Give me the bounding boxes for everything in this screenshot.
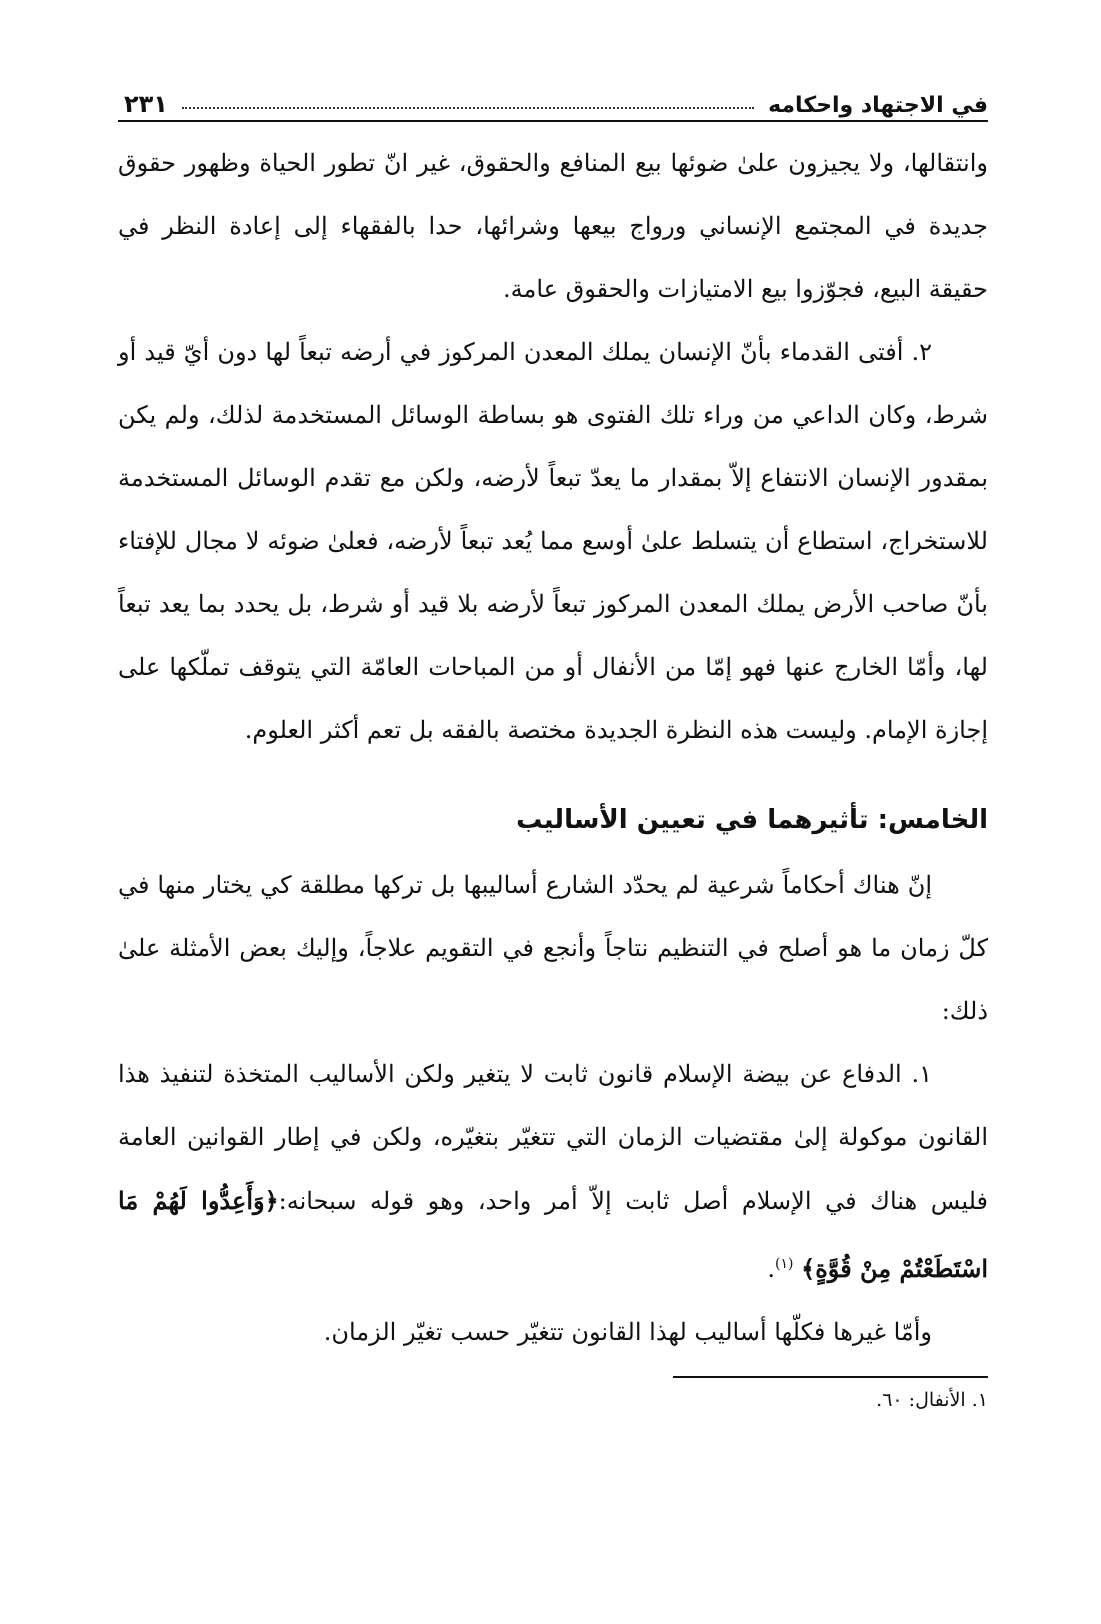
- paragraph-item-1-end: .: [767, 1255, 776, 1283]
- quran-verse: ﴿وَأَعِدُّوا لَهُمْ مَا اسْتَطَعْتُمْ مِنْ قُوَّةٍ﴾: [118, 1186, 988, 1283]
- footnote-divider: [673, 1376, 988, 1378]
- section-heading: الخامس: تأثيرهما في تعيين الأساليب: [516, 805, 988, 835]
- paragraph-item-2: ٢. أفتى القدماء بأنّ الإنسان يملك المعدن المركوز في أرضه تبعاً لها دون أيّ قيد أو شرط، وكان الداعي من وراء تلك الفتوى هو بساطة الوسائل المستخدمة لذلك، ولم يكن بمقدور الإنسان الانتفاع إلاّ بمقدار ما يعدّ تبعاً لأرضه، ولكن مع تقدم الوسائل المستخدمة للاستخراج، استطاع أن يتسلط علىٰ أوسع مما يُعد تبعاً لأرضه، فعلىٰ ضوئه لا مجال للإفتاء بأنّ صاحب الأرض يملك المعدن المركوز تبعاً لأرضه بلا قيد أو شرط، بل يحدد بما يعد تبعاً لها، وأمّا الخارج عنها فهو إمّا من الأنفال أو من المباحات العامّة التي يتوقف تملّكها على إجازة الإمام. وليست هذه النظرة الجديدة مختصة بالفقه بل تعم أكثر العلوم.: [118, 338, 988, 744]
- running-header: [118, 70, 988, 122]
- paragraph-conclusion: وأمّا غيرها فكلّها أساليب لهذا القانون تتغيّر حسب تغيّر الزمان.: [323, 1318, 932, 1346]
- paragraph-intro: إنّ هناك أحكاماً شرعية لم يحدّد الشارع أساليبها بل تركها مطلقة كي يختار منها في كلّ زمان ما هو أصلح في التنظيم نتاجاً وأنجع في التقويم علاجاً، وإليك بعض الأمثلة علىٰ ذلك:: [118, 871, 988, 1025]
- book-page: [118, 70, 988, 1420]
- header-title: في الاجتهاد واحكامه: [768, 93, 988, 118]
- page-number: ٢٣١: [124, 90, 168, 118]
- paragraph-continuation: وانتقالها، ولا يجيزون علىٰ ضوئها بيع المنافع والحقوق، غير انّ تطور الحياة وظهور حقوق جديدة في المجتمع الإنساني ورواج بيعها وشرائها، حدا بالفقهاء إلى إعادة النظر في حقيقة البيع، فجوّزوا بيع الامتيازات والحقوق عامة.: [118, 149, 988, 303]
- footnote-reference[interactable]: (١): [775, 1256, 794, 1272]
- paragraph-item-1-text: ١. الدفاع عن بيضة الإسلام قانون ثابت لا يتغير ولكن الأساليب المتخذة لتنفيذ هذا القانون موكولة إلىٰ مقتضيات الزمان التي تتغيّر بتغيّره، ولكن في إطار القوانين العامة فليس هناك في الإسلام أصل ثابت إلاّ أمر واحد، وهو قوله سبحانه:: [118, 1060, 988, 1215]
- header-dotted-leader: [182, 107, 754, 109]
- footnote-1: ١. الأنفال: ٦٠.: [876, 1389, 988, 1411]
- paragraph-item-1: [118, 1043, 988, 1301]
